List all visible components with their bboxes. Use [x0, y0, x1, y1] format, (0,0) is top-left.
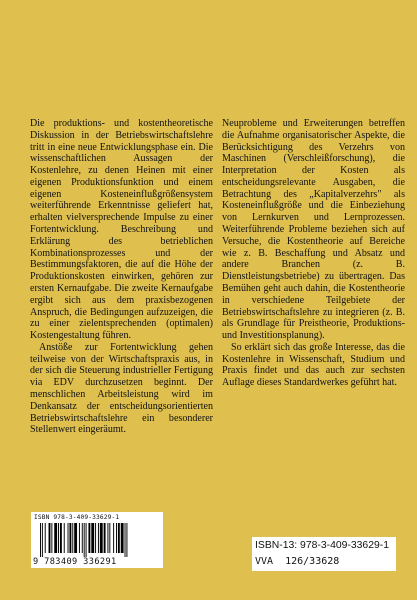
isbn-sticker — [252, 537, 396, 571]
barcode-bar — [126, 523, 127, 557]
barcode-bar — [125, 523, 126, 557]
barcode-bar — [79, 523, 80, 553]
barcode-bar — [84, 523, 85, 557]
barcode-bar — [64, 523, 65, 553]
isbn13-text: ISBN-13: 978-3-409-33629-1 — [255, 540, 390, 551]
barcode-bar — [118, 523, 120, 553]
barcode-bar — [116, 523, 117, 553]
blurb-left-column — [30, 118, 213, 436]
barcode-bar — [58, 523, 59, 553]
barcode-label — [31, 512, 163, 568]
barcode-isbn-text: ISBN 978-3-409-33629-1 — [34, 514, 120, 521]
blurb-paragraph: So erklärt sich das große Interesse, das die Kostenlehre in Wissenschaft, Studium und Praxis findet und das auch zur sechsten Auflage dieses Standardwerkes geführt hat. — [222, 341, 405, 389]
blurb-paragraph: Anstöße zur Fortentwicklung gehen teilweise von der Wirtschaftspraxis aus, in der sich die Steuerung industrieller Fertigung via EDV durchzusetzen beginnt. Der menschlichen Arbeitsleistung wird im Denkansatz der entscheidungsorientierten Betriebswirtschaftslehre ein besonderer Stellenwert eingeräumt. — [30, 341, 213, 436]
barcode-digits: 9 783409 336291 — [33, 557, 117, 567]
barcode-bar — [113, 523, 114, 553]
barcode-bar — [88, 523, 90, 553]
blurb-paragraph: Die produktions- und kostentheoretische Diskussion in der Betriebswirtschaftslehre tritt in eine neue Entwicklungsphase ein. Die wissenschaftlichen Aussagen der Kostenlehre, zu denen Heinen mit einer eigenen Produktionsfunktion und einem eigenen Kosteneinflußgrößensystem weiterführende Erkenntnisse geliefert hat, erhalten vielversprechende Impulse zu einer Fortentwicklung. Beschreibung und Erklärung des betrieblichen Kombinationsprozesses und der Bestimmungsfaktoren, die auf die Höhe der Produktionskosten einwirken, gehören zur ersten Kernaufgabe. Die zweite Kernaufgabe ergibt sich aus dem praxisbezogenen Anspruch, die Bedingungen aufzuzeigen, die zu einer zielentsprechenden (optimalen) Kostengestaltung führen. — [30, 118, 213, 342]
barcode-bar — [72, 523, 73, 553]
blurb-right-column — [222, 118, 405, 389]
blurb-paragraph: Neuprobleme und Erweiterungen betreffen die Aufnahme organisatorischer Aspekte, die Berücksichtigung des Verzehrs von Maschinen (Verschleißforschung), die Interpretation der Kosten als entscheidungsrelevante Ausgaben, die Betrachtung des „Kapitalverzehrs" als Kosteneinflußgröße und die Einbeziehung von Lernkurven und Lernprozessen. Weiterführende Probleme beziehen sich auf Versuche, die Kostentheorie auf Bereiche wie z. B. Beschaffung und Absatz und andere Branchen (z. B. Dienstleistungsbetriebe) zu übertragen. Das Bemühen geht auch dahin, die Kostentheorie in verschiedene Teilgebiete der Betriebswirtschaftslehre zu integrieren (z. B. als Grundlage für Preistheorie, Produktions- und Investitionsplanung). — [222, 118, 405, 342]
barcode-icon — [39, 523, 157, 557]
barcode-bar — [40, 523, 41, 557]
barcode-bar — [100, 523, 103, 553]
barcode-bar — [121, 523, 124, 553]
barcode-bar — [104, 523, 106, 553]
barcode-bar — [107, 523, 108, 553]
barcode-bar — [68, 523, 69, 553]
barcode-bar — [109, 523, 110, 553]
barcode-bar — [74, 523, 77, 553]
barcode-bar — [91, 523, 94, 553]
vva-number: VVA 126/33628 — [255, 556, 340, 567]
barcode-bar — [98, 523, 99, 553]
barcode-bar — [86, 523, 87, 557]
barcode-bar — [51, 523, 52, 553]
barcode-bar — [54, 523, 57, 553]
barcode-bar — [60, 523, 62, 553]
barcode-bar — [69, 523, 71, 553]
barcode-bar — [82, 523, 83, 553]
barcode-bar — [42, 523, 43, 557]
barcode-bar — [49, 523, 51, 553]
barcode-bar — [45, 523, 46, 553]
barcode-bar — [95, 523, 96, 553]
